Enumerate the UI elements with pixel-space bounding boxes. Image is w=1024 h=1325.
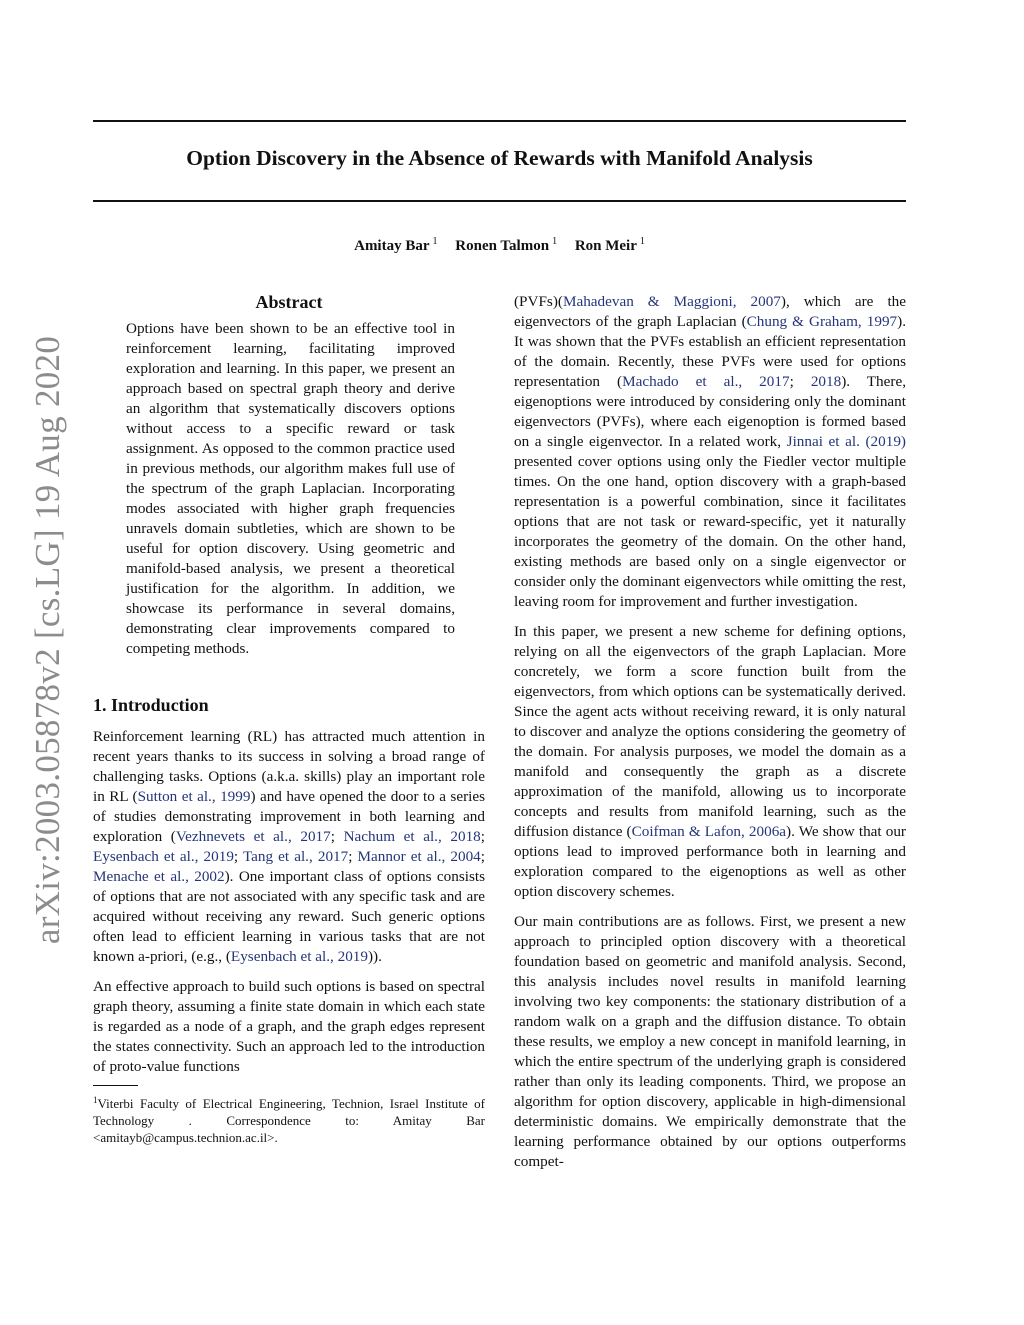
citation-link[interactable]: Nachum et al., 2018 <box>343 828 481 845</box>
citation-link[interactable]: Sutton et al., 1999 <box>137 788 251 805</box>
intro-paragraph-3: (PVFs)(Mahadevan & Maggioni, 2007), which are the eigenvectors of the graph Laplacian (Chung & Graham, 1997). It was shown that the PVFs establish an efficient representation of the domain. Recently, these PVFs were used for options representation (Machado et al., 2017; 2018). There, eigenoptions were introduced by considering only the dominant eigenvectors (PVFs), where each eigenoption is formed based on a single eigenvector. In a related work, Jinnai et al. (2019) presented cover options using only the Fiedler vector multiple times. On the one hand, option discovery with a graph-based representation is a powerful combination, since it facilitates options that are not task or reward-specific, yet it naturally incorporates the geometry of the domain. On the other hand, existing methods are based only on a single eigenvector or consider only the dominant eigenvectors while omitting the rest, leaving room for improvement and further investigation. <box>514 293 906 610</box>
footnote-mark: 1 <box>93 1095 98 1105</box>
affiliation-mark: 1 <box>432 236 438 247</box>
intro-paragraph-2: An effective approach to build such options is based on spectral graph theory, assuming a finite state domain in which each state is regarded as a node of a graph, and the graph edges represent the states connectivity. Such an approach led to the introduction of proto-value functions <box>93 978 485 1075</box>
affiliation-mark: 1 <box>639 236 645 247</box>
left-column <box>93 290 485 1146</box>
footnote-rule <box>93 1085 138 1086</box>
title-rule-bottom <box>93 200 906 202</box>
citation-link[interactable]: Menache et al., 2002 <box>93 868 225 885</box>
citation-link[interactable]: Eysenbach et al., 2019 <box>230 948 368 965</box>
citation-link[interactable]: Chung & Graham, 1997 <box>746 313 898 330</box>
title-rule-top <box>93 120 906 122</box>
right-column <box>514 292 906 1182</box>
intro-paragraph-4: In this paper, we present a new scheme for defining options, relying on all the eigenvectors of the graph Laplacian. More concretely, we form a score function built from the eigenvectors, from which options can be systematically derived. Since the agent acts without receiving reward, it is only natural to discover and analyze the options considering the geometry of the domain. For analysis purposes, we model the domain as a manifold and consequently the graph as a discrete approximation of the manifold, allowing us to incorporate concepts and results from manifold learning, such as the diffusion distance (Coifman & Lafon, 2006a). We show that our options lead to improved performance both in learning and exploration compared to the eigenoptions as well as other option discovery schemes. <box>514 623 906 900</box>
author-name: Amitay Bar $^1$ <box>354 236 438 254</box>
citation-link[interactable]: Tang et al., 2017 <box>242 848 349 865</box>
paper-title: Option Discovery in the Absence of Rewards with Manifold Analysis <box>186 146 813 170</box>
citation-link[interactable]: Jinnai et al. (2019) <box>786 433 906 450</box>
citation-link[interactable]: Machado et al., 2017 <box>622 373 790 390</box>
author-name: Ron Meir $^1$ <box>574 236 645 254</box>
citation-link[interactable]: Mannor et al., 2004 <box>357 848 481 865</box>
arxiv-identifier-stamp: arXiv:2003.05878v2 [cs.LG] 19 Aug 2020 <box>28 335 67 945</box>
intro-paragraph-1: Reinforcement learning (RL) has attracted much attention in recent years thanks to its success in solving a broad range of challenging tasks. Options (a.k.a. skills) play an important role in RL (Sutton et al., 1999) and have opened the door to a series of studies demonstrating improvement in both learning and exploration (Vezhnevets et al., 2017; Nachum et al., 2018; Eysenbach et al., 2019; Tang et al., 2017; Mannor et al., 2004; Menache et al., 2002). One important class of options consists of options that are not associated with any specific task and are acquired without receiving any reward. Such generic options often lead to efficient learning in various tasks that are not known a-priori, (e.g., (Eysenbach et al., 2019)). <box>93 728 485 965</box>
abstract-text: Options have been shown to be an effective tool in reinforcement learning, facilitating improved exploration and learning. In this paper, we present an approach based on spectral graph theory and derive an algorithm that systematically discovers options without access to a specific reward or task assignment. As opposed to the common practice used in previous methods, our algorithm makes full use of the spectrum of the graph Laplacian. Incorporating modes associated with higher graph frequencies unravels domain subtleties, which are shown to be useful for option discovery. Using geometric and manifold-based analysis, we present a theoretical justification for the algorithm. In addition, we showcase its performance in several domains, demonstrating clear improvements compared to competing methods. <box>126 320 455 657</box>
section-heading-introduction: 1. Introduction <box>93 695 209 715</box>
citation-link[interactable]: Eysenbach et al., 2019 <box>93 848 234 865</box>
citation-link[interactable]: 2018 <box>810 373 842 390</box>
abstract-heading: Abstract <box>255 292 323 312</box>
intro-paragraph-5: Our main contributions are as follows. First, we present a new approach to principled option discovery with a theoretical foundation based on geometric and manifold analysis. Second, this analysis includes novel results in manifold learning involving two key components: the stationary distribution of a random walk on a graph and the diffusion distance. To obtain these results, we employ a new concept in manifold learning, in which the entire spectrum of the underlying graph is considered rather than only its leading components. Third, we propose an algorithm for option discovery, applicable in high-dimensional deterministic domains. We empirically demonstrate that the learning performance obtained by our options outperforms compet- <box>514 913 906 1170</box>
affiliation-mark: 1 <box>552 236 558 247</box>
citation-link[interactable]: Coifman & Lafon, 2006a <box>631 823 787 840</box>
author-name: Ronen Talmon $^1$ <box>455 236 558 254</box>
citation-link[interactable]: Mahadevan & Maggioni, 2007 <box>562 293 781 310</box>
citation-link[interactable]: Vezhnevets et al., 2017 <box>175 828 331 845</box>
affiliation-footnote: $^1$Viterbi Faculty of Electrical Engineering, Technion, Israel Institute of Technology . Correspondence to: Amitay Bar <amitayb@campus.technion.ac.il>. <box>93 1095 485 1145</box>
author-list <box>93 236 906 255</box>
